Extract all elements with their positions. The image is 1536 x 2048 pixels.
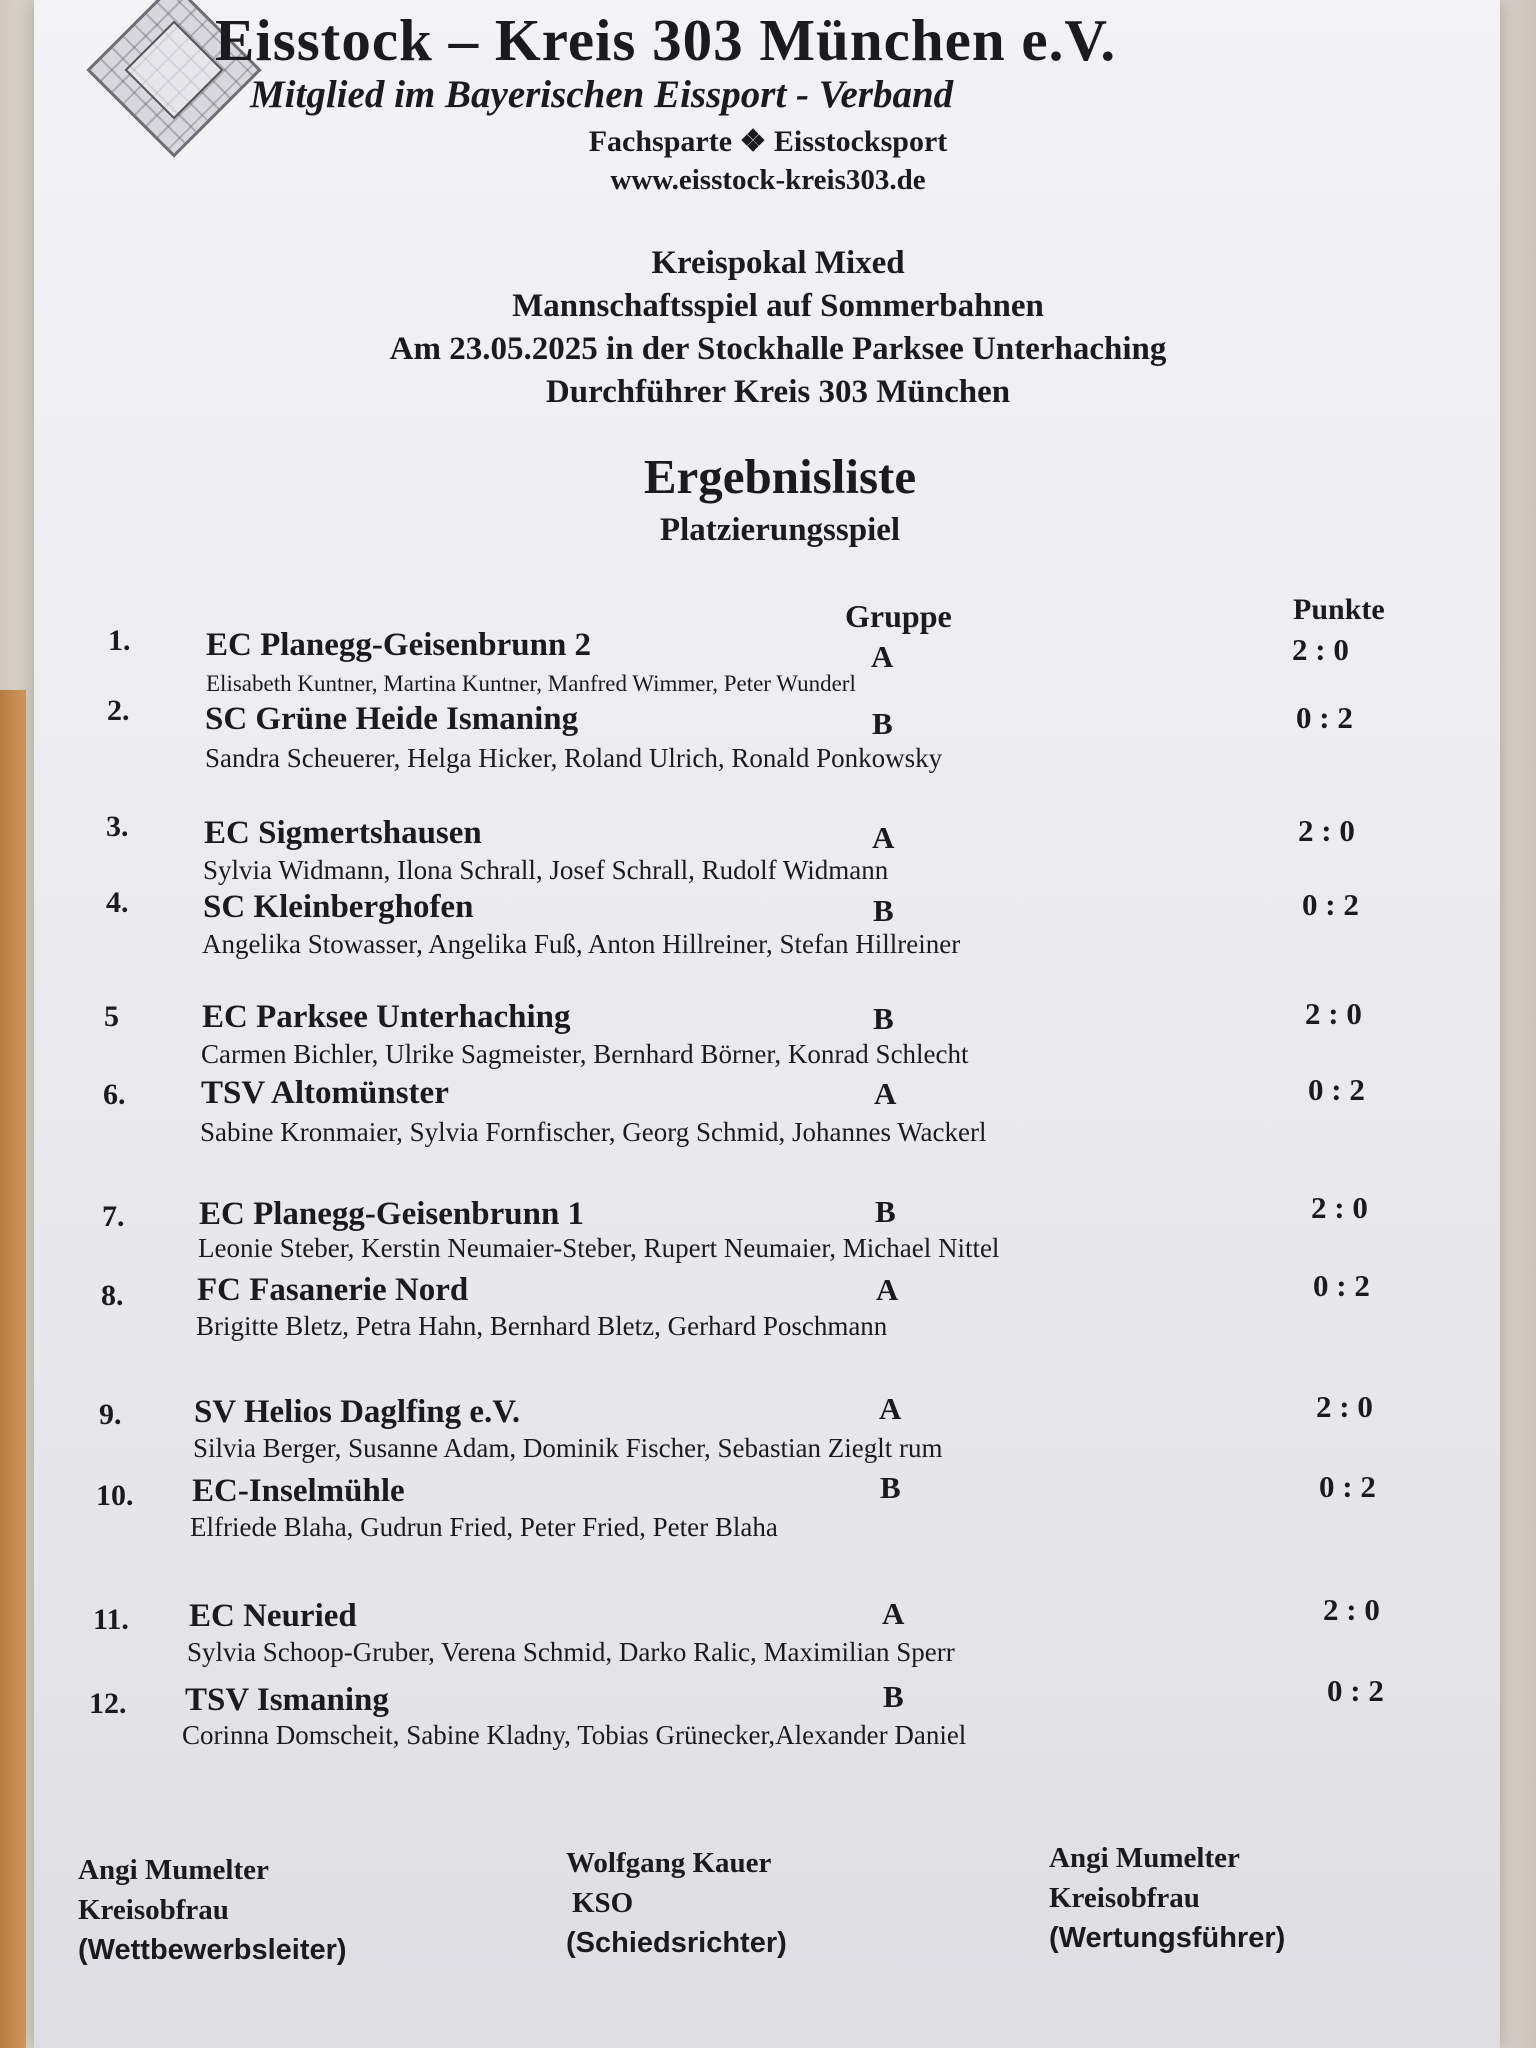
row-team: FC Fasanerie Nord [197,1272,469,1308]
row-team: EC Sigmertshausen [204,815,482,851]
event-type: Mannschaftsspiel auf Sommerbahnen [512,288,1044,324]
row-points: 2 : 0 [1292,632,1349,667]
row-team: TSV Altomünster [201,1075,449,1111]
row-points: 0 : 2 [1319,1469,1376,1504]
row-points: 0 : 2 [1302,887,1359,922]
row-players: Brigitte Bletz, Petra Hahn, Bernhard Bletz, Gerhard Poschmann [196,1311,888,1341]
row-points: 0 : 2 [1296,700,1353,735]
row-group: B [873,893,894,928]
row-points: 2 : 0 [1311,1190,1368,1225]
column-header-punkte: Punkte [1293,593,1385,626]
row-rank: 9. [99,1398,122,1431]
header-subtitle: Mitglied im Bayerischen Eissport - Verband [250,73,954,116]
signature-block-wettbewerbsleiter [78,1850,347,1970]
row-points: 0 : 2 [1327,1673,1384,1708]
signature-title: Kreisobfrau [1049,1882,1200,1914]
event-organizer: Durchführer Kreis 303 München [545,374,1011,410]
row-team: EC Planegg-Geisenbrunn 1 [199,1196,585,1232]
row-rank: 6. [103,1078,126,1111]
row-group: B [875,1194,896,1229]
row-players: Elisabeth Kuntner, Martina Kuntner, Manfred Wimmer, Peter Wunderl [206,671,856,696]
row-rank: 3. [106,810,129,843]
signature-role: (Schiedsrichter) [566,1927,787,1959]
row-players: Angelika Stowasser, Angelika Fuß, Anton Hillreiner, Stefan Hillreiner [202,929,961,959]
row-team: EC Planegg-Geisenbrunn 2 [206,627,592,663]
row-players: Sandra Scheuerer, Helga Hicker, Roland Ulrich, Ronald Ponkowsky [205,743,943,773]
row-rank: 11. [93,1603,129,1636]
signature-name: Angi Mumelter [1049,1842,1240,1874]
row-players: Sylvia Widmann, Ilona Schrall, Josef Schrall, Rudolf Widmann [203,855,889,885]
signature-block-schiedsrichter [566,1843,787,1963]
row-group: A [871,639,894,674]
row-group: B [873,1001,894,1036]
signature-name: Angi Mumelter [78,1854,269,1886]
row-team: EC-Inselmühle [192,1473,405,1509]
row-team: EC Parksee Unterhaching [202,999,571,1035]
row-group: B [883,1679,904,1714]
header-fachsparte: Fachsparte ❖ Eisstocksport [588,125,948,158]
list-title: Ergebnisliste [643,449,917,504]
row-rank: 1. [108,624,131,657]
row-team: SC Grüne Heide Ismaning [205,701,579,737]
row-rank: 4. [106,886,129,919]
column-header-gruppe: Gruppe [845,598,952,634]
row-players: Elfriede Blaha, Gudrun Fried, Peter Fried, Peter Blaha [190,1512,778,1542]
signature-block-wertungsfuehrer [1049,1838,1285,1958]
signature-name: Wolfgang Kauer [566,1847,772,1879]
row-rank: 10. [96,1479,134,1512]
signature-role: (Wettbewerbsleiter) [78,1934,347,1966]
row-points: 2 : 0 [1323,1592,1380,1627]
row-group: A [882,1596,905,1631]
event-date-location: Am 23.05.2025 in der Stockhalle Parksee Unterhaching [389,331,1167,367]
row-group: B [880,1470,901,1505]
row-team: SV Helios Daglfing e.V. [194,1394,521,1430]
row-players: Corinna Domscheit, Sabine Kladny, Tobias Grünecker,Alexander Daniel [182,1720,967,1750]
row-group: A [872,820,895,855]
row-rank: 8. [101,1279,124,1312]
header-website: www.eisstock-kreis303.de [610,164,926,196]
signature-role: (Wertungsführer) [1049,1922,1286,1954]
row-players: Sabine Kronmaier, Sylvia Fornfischer, Georg Schmid, Johannes Wackerl [200,1117,987,1147]
row-group: B [872,706,893,741]
row-players: Leonie Steber, Kerstin Neumaier-Steber, Rupert Neumaier, Michael Nittel [198,1233,1000,1263]
row-players: Sylvia Schoop-Gruber, Verena Schmid, Darko Ralic, Maximilian Sperr [187,1637,955,1667]
signature-title: Kreisobfrau [78,1894,229,1926]
row-points: 2 : 0 [1305,996,1362,1031]
header-title: Eisstock – Kreis 303 München e.V. [215,7,1117,73]
row-points: 0 : 2 [1313,1268,1370,1303]
row-rank: 5 [104,1000,119,1033]
row-players: Carmen Bichler, Ulrike Sagmeister, Bernhard Börner, Konrad Schlecht [201,1039,969,1069]
row-group: A [879,1391,902,1426]
event-name: Kreispokal Mixed [651,245,905,281]
row-players: Silvia Berger, Susanne Adam, Dominik Fischer, Sebastian Zieglt rum [193,1433,943,1463]
row-team: EC Neuried [189,1598,357,1634]
row-points: 0 : 2 [1308,1072,1365,1107]
row-group: A [876,1272,899,1307]
row-group: A [874,1076,897,1111]
row-points: 2 : 0 [1298,813,1355,848]
signature-title: KSO [572,1887,634,1919]
table-wood-edge [0,690,26,2048]
list-subtitle: Platzierungsspiel [659,512,901,548]
row-rank: 12. [89,1687,127,1720]
row-points: 2 : 0 [1316,1389,1373,1424]
row-rank: 7. [102,1200,125,1233]
row-rank: 2. [107,694,130,727]
row-team: TSV Ismaning [185,1682,389,1718]
row-team: SC Kleinberghofen [203,889,474,925]
